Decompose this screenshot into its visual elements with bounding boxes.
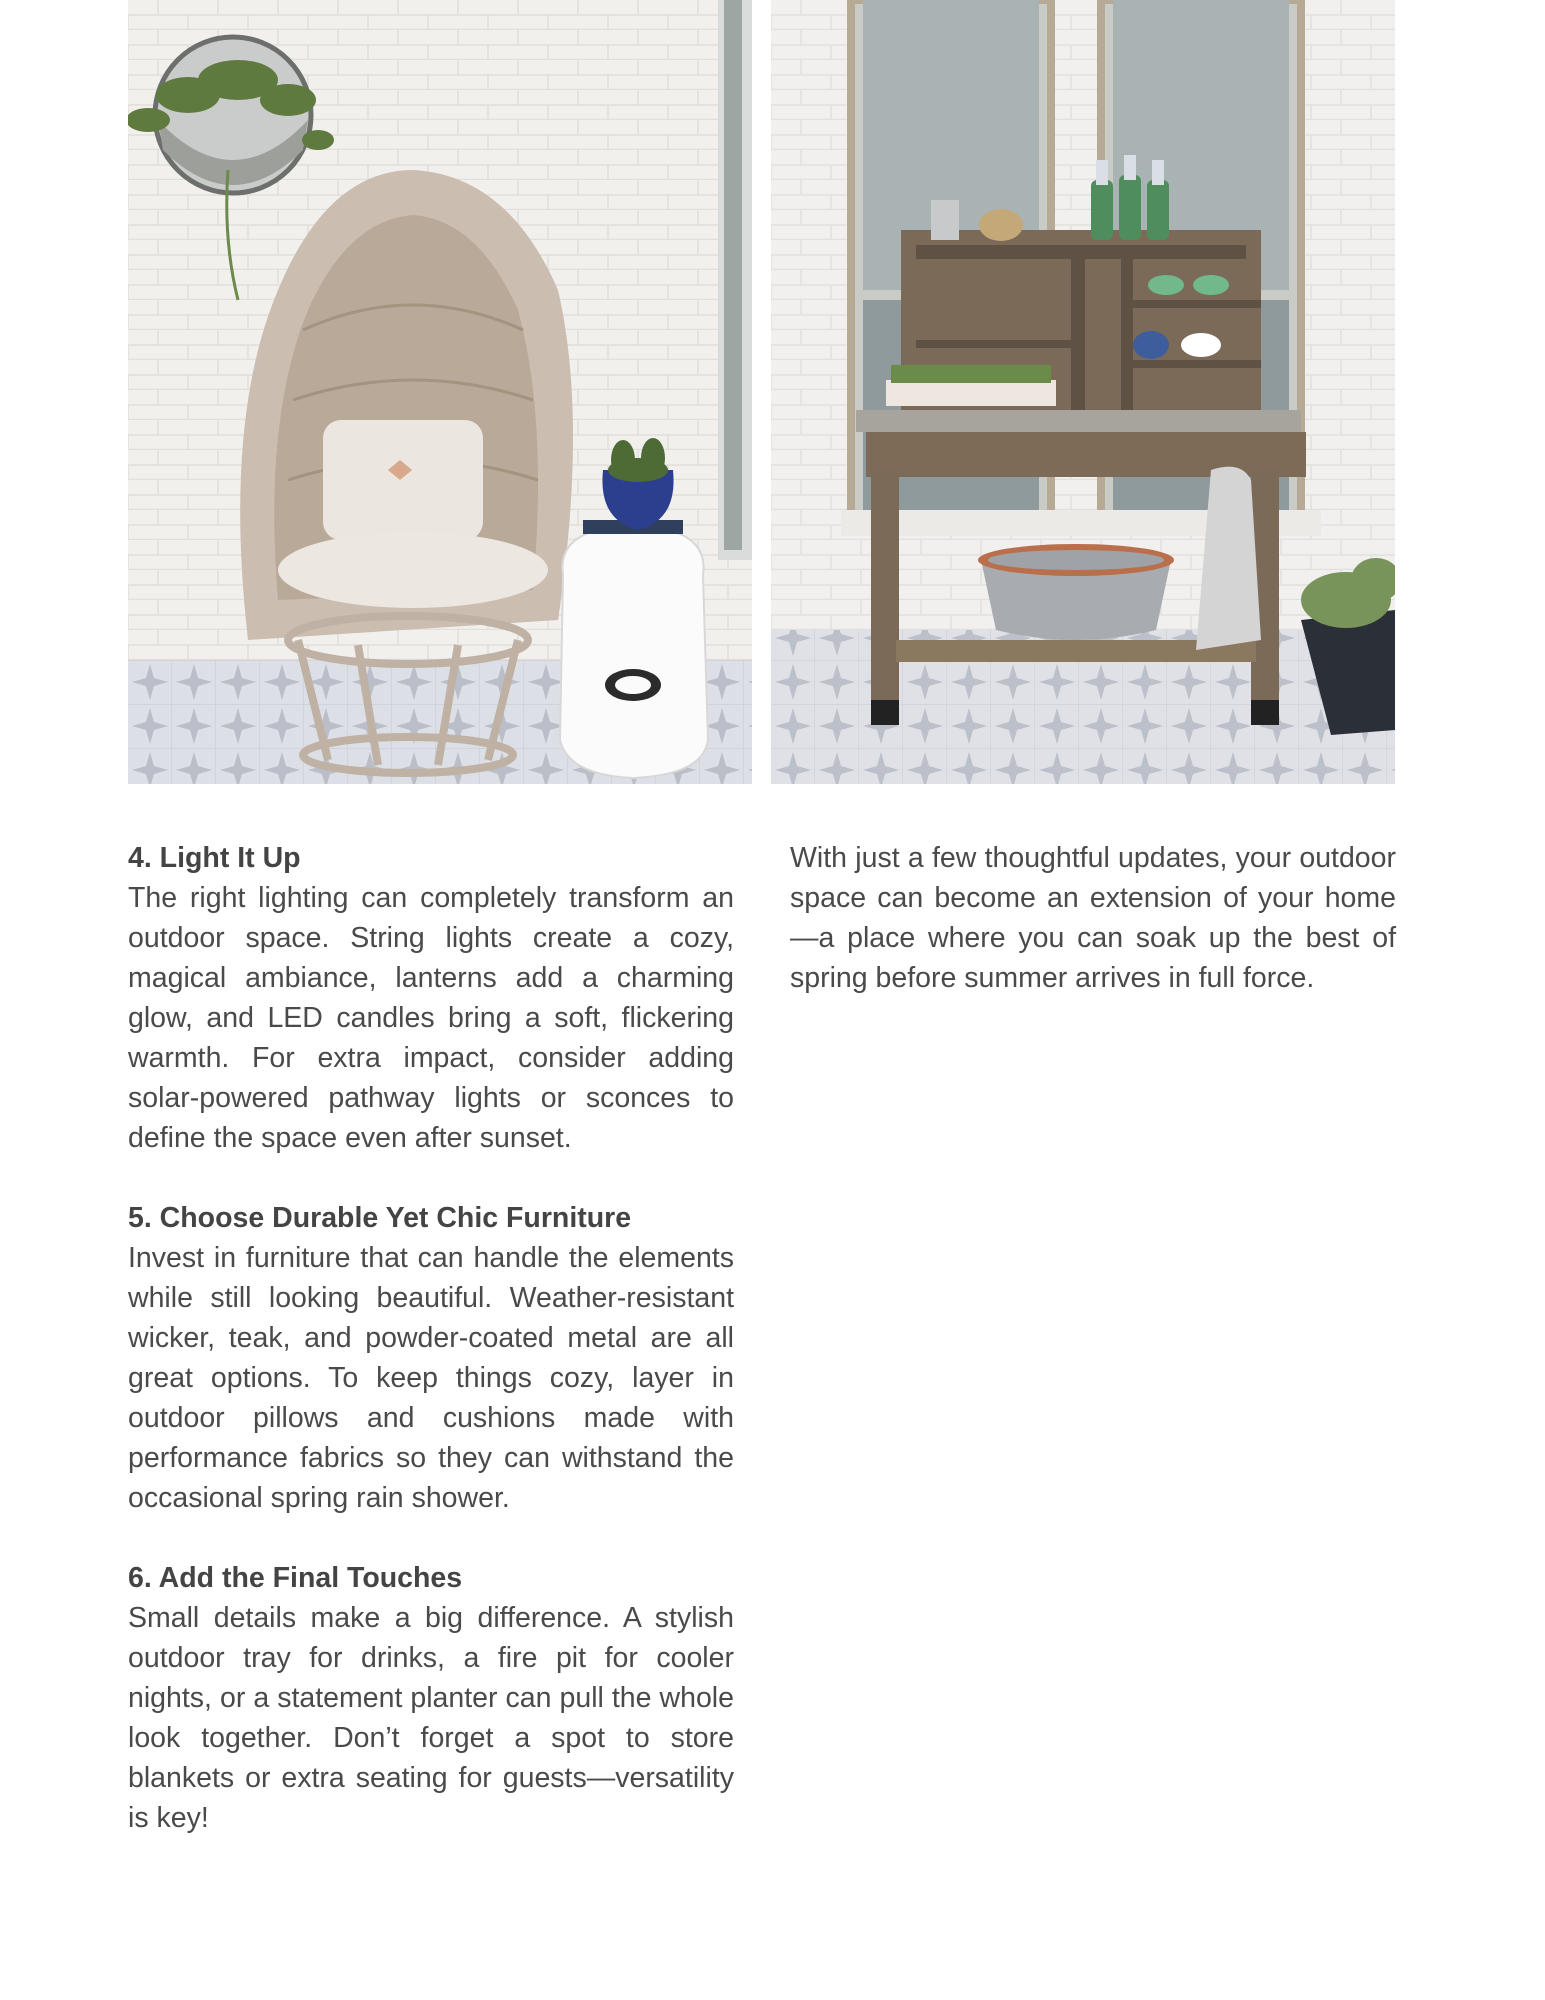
section-final-touches [128,1558,734,1838]
section-heading: 4. Light It Up [128,842,301,874]
egg-chair-photo-icon [128,0,752,784]
section-durable-furniture [128,1198,734,1518]
section-heading: 6. Add the Final Touches [128,1562,463,1594]
closing-paragraph: With just a few thoughtful updates, your outdoor space can become an extension of your home—a place where you can soak up the best of spring before summer arrives in full force. [790,842,1396,994]
potting-bench-photo [771,0,1395,784]
section-body: Small details make a big difference. A stylish outdoor tray for drinks, a fire pit for cooler nights, or a statement planter can pull the whole look together. Don’t forget a spot to store blankets or extra seating for guests—versatility is key! [128,1602,734,1834]
section-body: The right lighting can completely transform an outdoor space. String lights create a cozy, magical ambiance, lanterns add a charming glow, and LED candles bring a soft, flickering warmth. For extra impact, consider adding solar-powered pathway lights or sconces to define the space even after sunset. [128,882,734,1154]
section-heading: 5. Choose Durable Yet Chic Furniture [128,1202,632,1234]
left-text-column [128,838,734,1878]
potting-bench-photo-icon [771,0,1395,784]
right-text-column [790,838,1396,998]
section-light-it-up [128,838,734,1158]
egg-chair-photo [128,0,752,784]
section-body: Invest in furniture that can handle the elements while still looking beautiful. Weather-resistant wicker, teak, and powder-coated metal are all great options. To keep things cozy, layer in outdoor pillows and cushions made with performance fabrics so they can withstand the occasional spring rain shower. [128,1242,734,1514]
